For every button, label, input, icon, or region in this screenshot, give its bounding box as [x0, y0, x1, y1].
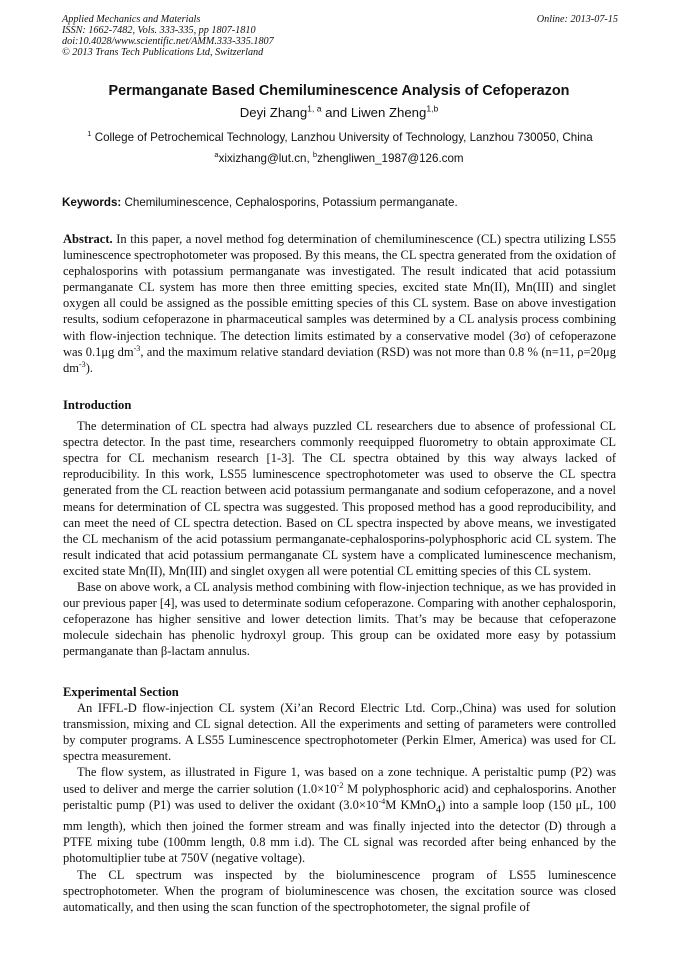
exp-p2-text-b: M polyphosphoric acid) and cephalosporins. Another peristaltic pump (P1) was used to deliver the oxidant (3.0×10	[63, 781, 617, 812]
issn-line: ISSN: 1662-7482, Vols. 333-335, pp 1807-1810	[62, 25, 256, 36]
author-2: Liwen Zheng	[350, 105, 427, 120]
exp-p2-sup-1: -2	[336, 780, 344, 790]
abstract-sup-2: -3	[78, 359, 86, 369]
experimental-paragraph-3: The CL spectrum was inspected by the bioluminescence program of LS55 luminescence spectrophotometer. When the program of bioluminescence was chosen, the excitation source was closed automatically, and then using the scan function of the spectrophotometer, the signal profile of	[63, 867, 616, 914]
experimental-heading: Experimental Section	[63, 685, 179, 699]
experimental-section	[63, 684, 616, 915]
experimental-paragraph-1: An IFFL-D flow-injection CL system (Xi’an Record Electric Ltd. Corp.,China) was used for solution transmission, mixing and CL signal detection. All the experiments and setting of parameters were controlled by computer programs. A LS55 Luminescence spectrophotometer (Perkin Elmer, America) was used for CL spectra measurement.	[63, 701, 616, 764]
online-date: Online: 2013-07-15	[536, 14, 618, 25]
journal-header	[62, 14, 618, 58]
email-mark-a: a	[214, 150, 219, 160]
doi-line: doi:10.4028/www.scientific.net/AMM.333-335.1807	[62, 36, 274, 47]
introduction-section	[63, 397, 616, 660]
author-conjunction: and	[321, 105, 351, 120]
journal-name: Applied Mechanics and Materials	[62, 14, 201, 25]
email-2: zhengliwen_1987@126.com	[317, 152, 464, 165]
paper-title: Permanganate Based Chemiluminescence Analysis of Cefoperazon	[108, 83, 570, 99]
email-mark-b: b	[312, 150, 318, 160]
author-1-affiliation-mark: 1, a	[307, 103, 322, 114]
email-line	[0, 152, 678, 165]
abstract-label: Abstract.	[63, 232, 113, 246]
abstract-text-2: , and the maximum relative standard deviation (RSD) was not more than 0.8 % (n=11, ρ=20μg dm	[63, 344, 616, 375]
abstract-sup-1: -3	[133, 343, 141, 353]
author-1: Deyi Zhang	[239, 105, 308, 120]
exp-p2-text-a: The flow system, as illustrated in Figure 1, was based on a zone technique. A peristaltic pump (P2) was used to deliver and merge the carrier solution (1.0×10	[63, 765, 616, 796]
introduction-paragraph-1: The determination of CL spectra had always puzzled CL researchers due to absence of professional CL spectra detector. In the past time, researchers commonly reequipped fluorometry to obtain approximate CL spectra for CL mechanism research [1-3]. The CL spectra obtained by this way always lacked of reproducibility. In this work, LS55 luminescence spectrophotometer was used to observe the CL spectra generated from the CL reaction between acid potassium permanganate and sodium cefoperazone, and a novel means for determination of CL spectra was suggested. This proposed method has a good reproducibility, and can meet the need of CL spectra detection. Based on CL spectra inspected by above means, we investigated the CL mechanism of the acid potassium permanganate-cephalosporins-polyphosphoric acid CL system. The result indicated that acid potassium permanganate CL system have a complicated luminescence mechanism, excited state Mn(II), Mn(III) and singlet oxygen all were potential CL emitting species of this CL system.	[63, 419, 616, 578]
author-line	[0, 105, 678, 120]
exp-p2-sup-2: -4	[378, 796, 386, 806]
exp-p2-text-d: ) into a sample loop (150 μL, 100 mm length), which then joined the former stream and was finally injected into the detector (D) through a PTFE mixing tube (100mm length, 0.8 mm i.d). The CL signal was recorded after being enhanced by the photomultiplier tube at 750V (negative voltage).	[63, 797, 616, 866]
keywords-text: Chemiluminescence, Cephalosporins, Potassium permanganate.	[121, 196, 458, 209]
exp-p2-sub: 4	[435, 804, 442, 816]
keywords	[62, 196, 618, 209]
keywords-label: Keywords:	[62, 196, 122, 209]
introduction-paragraph-2: Base on above work, a CL analysis method combining with flow-injection technique, as we has provided in our previous paper [4], was used to determinate sodium cefoperazone. Comparing with another cephalosporin, cefoperazone has higher sensitive and lower detection limits. That’s may be because that cefoperazone molecule sidechain has phenolic hydroxyl group. This group can be oxidated more easy by potassium permanganate than β-lactam annulus.	[63, 580, 616, 659]
affiliation-mark: 1	[87, 129, 92, 139]
exp-p2-text-c: M KMnO	[385, 797, 436, 812]
affiliation-text: College of Petrochemical Technology, Lanzhou University of Technology, Lanzhou 730050, China	[91, 131, 593, 144]
affiliation	[62, 131, 618, 144]
abstract	[63, 231, 616, 376]
experimental-paragraph-2	[63, 764, 616, 866]
author-2-affiliation-mark: 1,b	[426, 103, 439, 114]
introduction-heading: Introduction	[63, 398, 132, 412]
email-1: xixizhang@lut.cn,	[218, 152, 313, 165]
abstract-text-3: ).	[85, 360, 94, 375]
abstract-text-1: In this paper, a novel method fog determination of chemiluminescence (CL) spectra utilizing LS55 luminescence spectrophotometer was proposed. By this means, the CL spectra generated from the oxidation of cephalosporins with potassium permanganate was investigated. The result indicated that acid potassium permanganate CL system has more then three emitting species, excited state Mn(II), Mn(III) and singlet oxygen all could be assigned as the possible emitting species of this CL system. Base on above investigation results, sodium cefoperazone in pharmaceutical samples was determined by a CL analysis process combining with flow-injection technique. The detection limits estimated by a conservative model (3σ) of cefoperazone was 0.1μg dm	[63, 232, 616, 359]
copyright-line: © 2013 Trans Tech Publications Ltd, Switzerland	[62, 47, 264, 58]
